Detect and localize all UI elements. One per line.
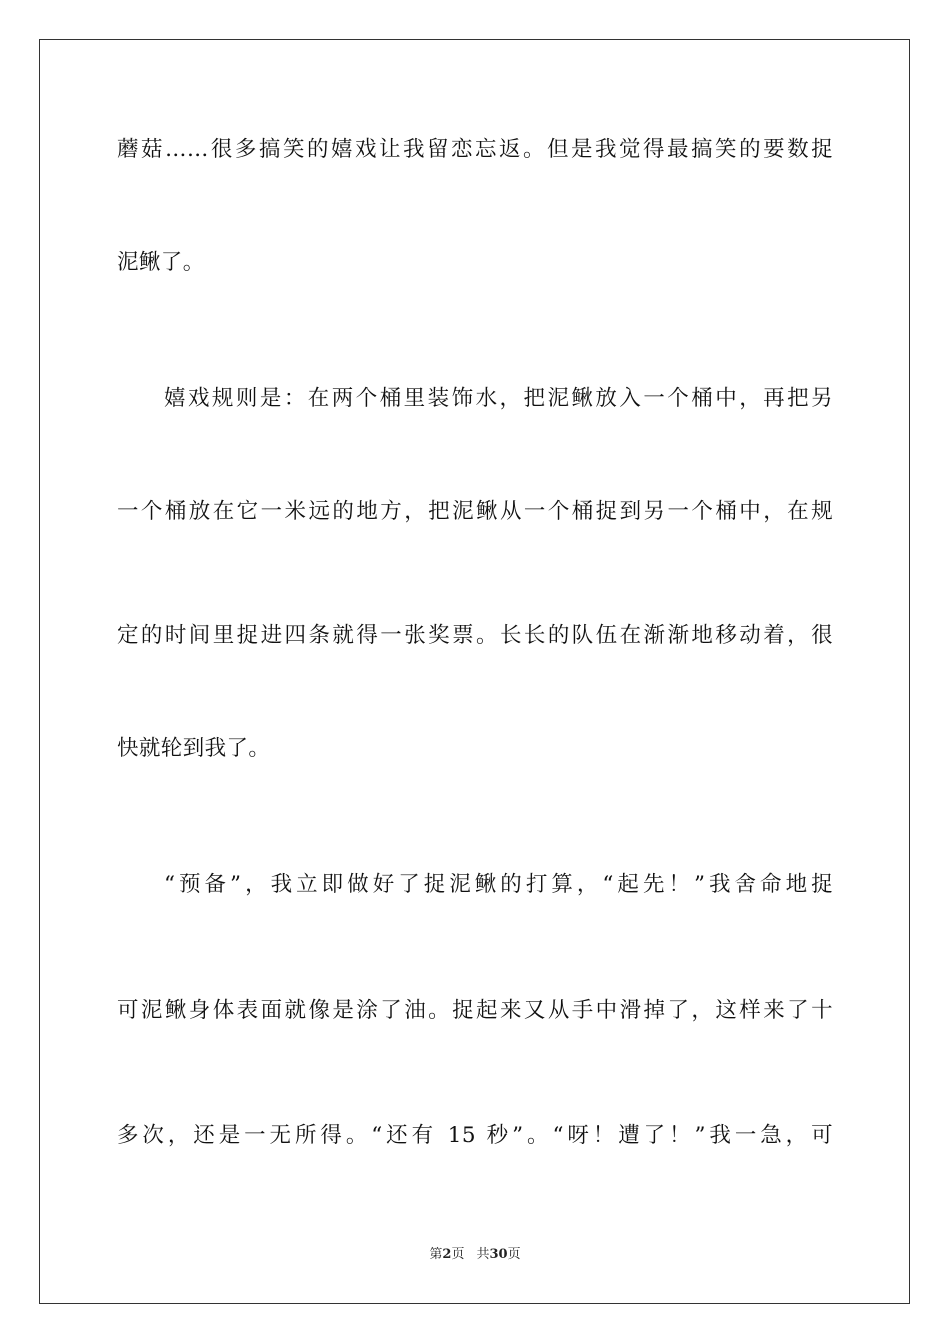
text-line: 泥鳅了。 bbox=[117, 250, 205, 275]
text-line: 嬉戏规则是：在两个桶里装饰水，把泥鳅放入一个桶中，再把另 bbox=[164, 386, 833, 411]
text-line: 多次，还是一无所得。“还有 15 秒”。“呀！遭了！”我一急，可 bbox=[117, 1123, 833, 1148]
text-line: 一个桶放在它一米远的地方，把泥鳅从一个桶捉到另一个桶中，在规 bbox=[117, 499, 833, 524]
total-pages: 30 bbox=[489, 1247, 508, 1262]
page-suffix: 页 bbox=[451, 1247, 465, 1262]
text-line: 蘑菇……很多搞笑的嬉戏让我留恋忘返。但是我觉得最搞笑的要数捉 bbox=[117, 137, 833, 162]
total-suffix: 页 bbox=[507, 1247, 521, 1262]
page-number: 2 bbox=[442, 1247, 452, 1262]
page-footer bbox=[0, 1246, 950, 1264]
page-prefix: 第 bbox=[429, 1247, 443, 1262]
page-border bbox=[39, 39, 910, 1304]
text-line: 定的时间里捉进四条就得一张奖票。长长的队伍在渐渐地移动着，很 bbox=[117, 623, 833, 648]
text-line: “预备”，我立即做好了捉泥鳅的打算，“起先！”我舍命地捉 bbox=[164, 872, 833, 897]
text-line: 可泥鳅身体表面就像是涂了油。捉起来又从手中滑掉了，这样来了十 bbox=[117, 998, 833, 1023]
text-line: 快就轮到我了。 bbox=[117, 736, 271, 761]
total-prefix: 共 bbox=[476, 1247, 490, 1262]
